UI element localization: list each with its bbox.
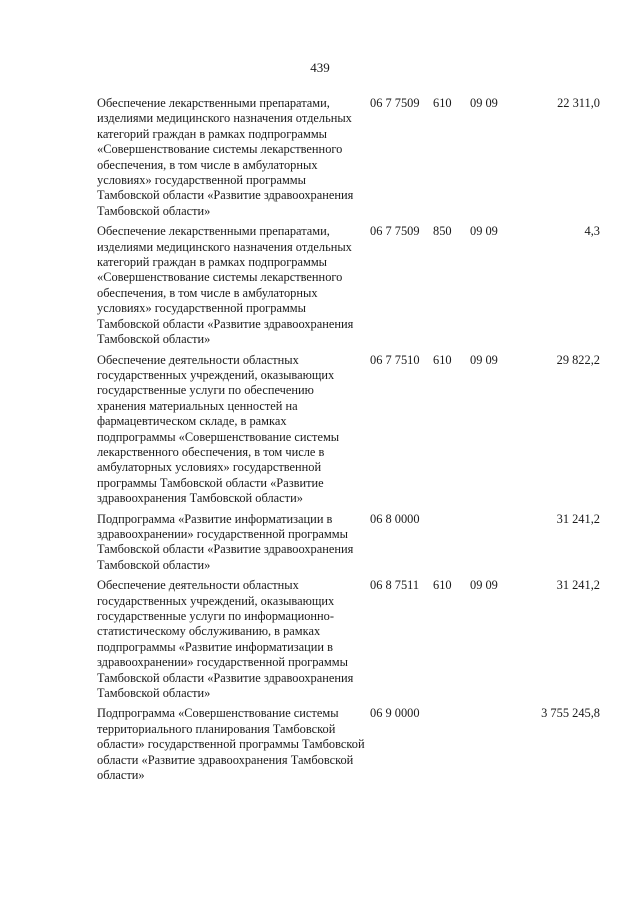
row-amount: 29 822,2 <box>556 352 600 367</box>
row-section: 09 09 <box>470 96 498 110</box>
row-section: 09 09 <box>470 578 498 593</box>
row-expense-type: 610 <box>433 96 452 110</box>
budget-table <box>0 96 640 788</box>
row-amount: 4,3 <box>584 224 600 239</box>
row-section: 09 09 <box>470 352 498 367</box>
row-code: 06 7 7509 <box>370 96 420 110</box>
row-description: Подпрограмма «Развитие информатизации в здравоохранении» государственной программы Тамбовской области «Развитие здравоохранения Тамбовской области» <box>97 511 354 572</box>
table-row <box>0 706 640 783</box>
row-amount: 22 311,0 <box>557 96 600 110</box>
row-expense-type: 610 <box>433 578 452 593</box>
row-description: Обеспечение лекарственными препаратами, изделиями медицинского назначения отдельных категорий граждан в рамках подпрограммы «Совершенствование системы лекарственного обеспечения, в том числе в амбулаторных условиях» государственной программы Тамбовской области «Развитие здравоохранения Тамбовской области» <box>97 96 354 218</box>
row-expense-type: 850 <box>433 224 452 239</box>
row-amount: 31 241,2 <box>556 578 600 593</box>
row-section: 09 09 <box>470 224 498 239</box>
row-description: Обеспечение лекарственными препаратами, изделиями медицинского назначения отдельных категорий граждан в рамках подпрограммы «Совершенствование системы лекарственного обеспечения, в том числе в амбулаторных условиях» государственной программы Тамбовской области «Развитие здравоохранения Тамбовской области» <box>97 224 354 347</box>
row-amount: 3 755 245,8 <box>541 706 600 721</box>
row-expense-type: 610 <box>433 352 452 367</box>
table-row <box>0 224 640 347</box>
row-code: 06 7 7509 <box>370 224 420 239</box>
table-row <box>0 96 640 219</box>
table-row <box>0 512 640 574</box>
row-code: 06 9 0000 <box>370 706 420 721</box>
table-row <box>0 353 640 507</box>
row-code: 06 8 7511 <box>370 578 420 593</box>
row-description: Обеспечение деятельности областных государственных учреждений, оказывающих государственные услуги по информационно-статистическому обслуживанию, в рамках подпрограммы «Развитие информатизации в здравоохранении» государственной программы Тамбовской области «Развитие здравоохранения Тамбовской области» <box>97 578 354 701</box>
row-amount: 31 241,2 <box>556 511 600 526</box>
table-row <box>0 578 640 701</box>
row-description: Подпрограмма «Совершенствование системы территориального планирования Тамбовской области» государственной программы Тамбовской области «Развитие здравоохранения Тамбовской области» <box>97 706 365 783</box>
row-description: Обеспечение деятельности областных государственных учреждений, оказывающих государственные услуги по обеспечению хранения материальных ценностей на фармацевтическом складе, в рамках подпрограммы «Совершенствование системы лекарственного обеспечения, в том числе в амбулаторных условиях» государственной программы Тамбовской области «Развитие здравоохранения Тамбовской области» <box>97 352 340 506</box>
row-code: 06 8 0000 <box>370 511 420 526</box>
row-code: 06 7 7510 <box>370 352 420 367</box>
page-number: 439 <box>310 60 330 75</box>
